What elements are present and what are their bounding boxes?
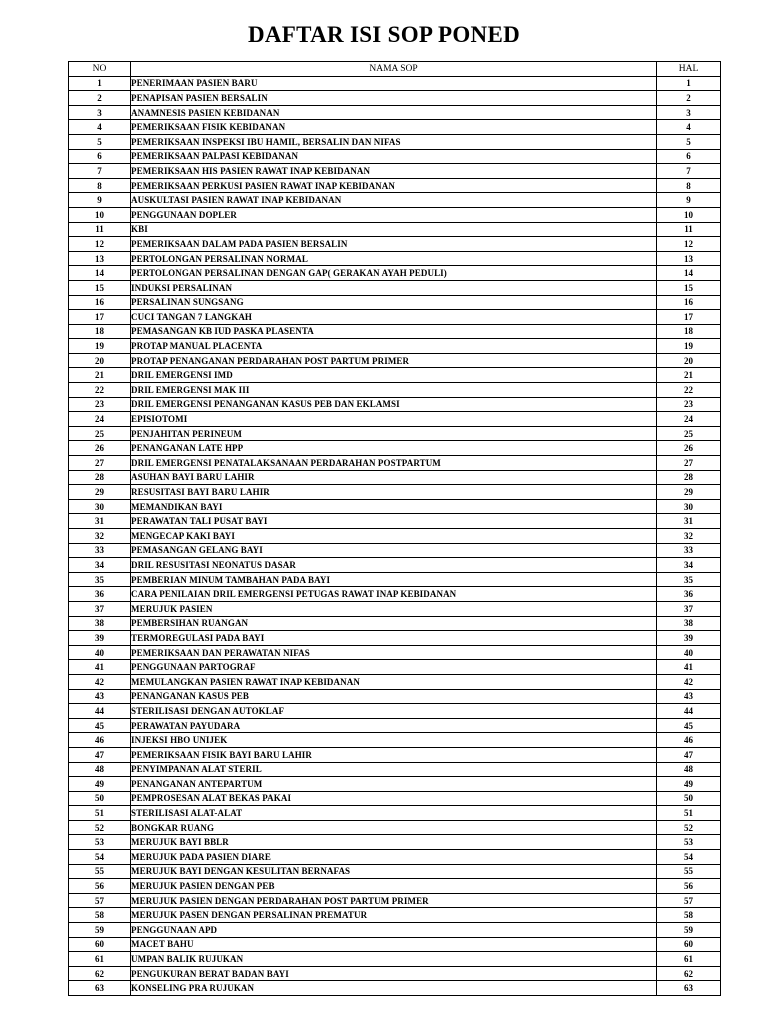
table-row [69, 91, 721, 106]
table-row [69, 237, 721, 252]
sop-name-cell: PEMERIKSAAN HIS PASIEN RAWAT INAP KEBIDANAN [131, 164, 657, 179]
page-number-cell: 46 [657, 733, 721, 748]
sop-name-cell: KONSELING PRA RUJUKAN [131, 981, 657, 996]
sop-name-cell: RESUSITASI BAYI BARU LAHIR [131, 485, 657, 500]
page-number-cell: 3 [657, 105, 721, 120]
sop-name-cell: PENANGANAN ANTEPARTUM [131, 777, 657, 792]
page-number-cell: 10 [657, 207, 721, 222]
page-number-cell: 25 [657, 426, 721, 441]
row-number-cell: 15 [69, 280, 131, 295]
row-number-cell: 43 [69, 689, 131, 704]
sop-name-cell: CARA PENILAIAN DRIL EMERGENSI PETUGAS RAWAT INAP KEBIDANAN [131, 587, 657, 602]
page-number-cell: 29 [657, 485, 721, 500]
table-row [69, 791, 721, 806]
table-row [69, 178, 721, 193]
sop-name-cell: PENANGANAN LATE HPP [131, 441, 657, 456]
sop-name-cell: MEMULANGKAN PASIEN RAWAT INAP KEBIDANAN [131, 674, 657, 689]
sop-name-cell: PEMERIKSAAN PERKUSI PASIEN RAWAT INAP KEBIDANAN [131, 178, 657, 193]
table-row [69, 952, 721, 967]
sop-name-cell: MENGECAP KAKI BAYI [131, 529, 657, 544]
page-number-cell: 7 [657, 164, 721, 179]
row-number-cell: 53 [69, 835, 131, 850]
table-body [69, 76, 721, 995]
row-number-cell: 50 [69, 791, 131, 806]
page-number-cell: 44 [657, 704, 721, 719]
sop-name-cell: PENERIMAAN PASIEN BARU [131, 76, 657, 91]
page-number-cell: 15 [657, 280, 721, 295]
page-title: DAFTAR ISI SOP PONED [247, 22, 521, 47]
table-row [69, 426, 721, 441]
page-number-cell: 58 [657, 908, 721, 923]
sop-name-cell: PEMASANGAN GELANG BAYI [131, 543, 657, 558]
sop-name-cell: PROTAP MANUAL PLACENTA [131, 339, 657, 354]
row-number-cell: 13 [69, 251, 131, 266]
sop-name-cell: ANAMNESIS PASIEN KEBIDANAN [131, 105, 657, 120]
sop-name-cell: AUSKULTASI PASIEN RAWAT INAP KEBIDANAN [131, 193, 657, 208]
page-number-cell: 19 [657, 339, 721, 354]
page-number-cell: 45 [657, 718, 721, 733]
row-number-cell: 58 [69, 908, 131, 923]
row-number-cell: 35 [69, 572, 131, 587]
row-number-cell: 63 [69, 981, 131, 996]
sop-name-cell: PERAWATAN PAYUDARA [131, 718, 657, 733]
table-row [69, 558, 721, 573]
table-row [69, 601, 721, 616]
table-header-row [69, 62, 721, 77]
row-number-cell: 45 [69, 718, 131, 733]
sop-name-cell: MERUJUK PASIEN [131, 601, 657, 616]
table-row [69, 134, 721, 149]
page-number-cell: 56 [657, 879, 721, 894]
page-number-cell: 51 [657, 806, 721, 821]
table-row [69, 149, 721, 164]
page-number-cell: 63 [657, 981, 721, 996]
page-number-cell: 57 [657, 893, 721, 908]
row-number-cell: 52 [69, 820, 131, 835]
sop-name-cell: PEMERIKSAAN DAN PERAWATAN NIFAS [131, 645, 657, 660]
page-number-cell: 11 [657, 222, 721, 237]
page-number-cell: 60 [657, 937, 721, 952]
sop-name-cell: BONGKAR RUANG [131, 820, 657, 835]
sop-name-cell: PENGGUNAAN PARTOGRAF [131, 660, 657, 675]
row-number-cell: 59 [69, 923, 131, 938]
sop-name-cell: PERAWATAN TALI PUSAT BAYI [131, 514, 657, 529]
row-number-cell: 9 [69, 193, 131, 208]
page-number-cell: 49 [657, 777, 721, 792]
table-row [69, 280, 721, 295]
page-number-cell: 31 [657, 514, 721, 529]
row-number-cell: 51 [69, 806, 131, 821]
sop-name-cell: MERUJUK PASIEN DENGAN PERDARAHAN POST PARTUM PRIMER [131, 893, 657, 908]
sop-name-cell: EPISIOTOMI [131, 412, 657, 427]
row-number-cell: 5 [69, 134, 131, 149]
sop-name-cell: DRIL EMERGENSI PENANGANAN KASUS PEB DAN EKLAMSI [131, 397, 657, 412]
sop-name-cell: DRIL EMERGENSI PENATALAKSANAAN PERDARAHAN POSTPARTUM [131, 456, 657, 471]
sop-name-cell: STERILISASI ALAT-ALAT [131, 806, 657, 821]
page-number-cell: 55 [657, 864, 721, 879]
table-row [69, 353, 721, 368]
table-row [69, 572, 721, 587]
sop-name-cell: MERUJUK PASIEN DENGAN PEB [131, 879, 657, 894]
row-number-cell: 61 [69, 952, 131, 967]
table-row [69, 324, 721, 339]
sop-name-cell: PERTOLONGAN PERSALINAN NORMAL [131, 251, 657, 266]
row-number-cell: 39 [69, 631, 131, 646]
sop-name-cell: UMPAN BALIK RUJUKAN [131, 952, 657, 967]
row-number-cell: 62 [69, 966, 131, 981]
sop-name-cell: DRIL RESUSITASI NEONATUS DASAR [131, 558, 657, 573]
sop-name-cell: PENANGANAN KASUS PEB [131, 689, 657, 704]
page-number-cell: 20 [657, 353, 721, 368]
row-number-cell: 8 [69, 178, 131, 193]
table-row [69, 310, 721, 325]
sop-name-cell: INDUKSI PERSALINAN [131, 280, 657, 295]
row-number-cell: 29 [69, 485, 131, 500]
table-row [69, 339, 721, 354]
row-number-cell: 37 [69, 601, 131, 616]
page-number-cell: 50 [657, 791, 721, 806]
table-row [69, 718, 721, 733]
table-row [69, 850, 721, 865]
page-number-cell: 6 [657, 149, 721, 164]
row-number-cell: 42 [69, 674, 131, 689]
page-number-cell: 54 [657, 850, 721, 865]
page-number-cell: 28 [657, 470, 721, 485]
table-row [69, 864, 721, 879]
page-number-cell: 4 [657, 120, 721, 135]
sop-name-cell: DRIL EMERGENSI IMD [131, 368, 657, 383]
row-number-cell: 2 [69, 91, 131, 106]
table-row [69, 937, 721, 952]
page-number-cell: 52 [657, 820, 721, 835]
table-row [69, 879, 721, 894]
row-number-cell: 49 [69, 777, 131, 792]
sop-name-cell: PEMBERIAN MINUM TAMBAHAN PADA BAYI [131, 572, 657, 587]
table-row [69, 266, 721, 281]
sop-name-cell: KBI [131, 222, 657, 237]
table-row [69, 733, 721, 748]
table-row [69, 820, 721, 835]
page-number-cell: 32 [657, 529, 721, 544]
page-number-cell: 35 [657, 572, 721, 587]
row-number-cell: 11 [69, 222, 131, 237]
table-row [69, 412, 721, 427]
sop-name-cell: PEMERIKSAAN DALAM PADA PASIEN BERSALIN [131, 237, 657, 252]
row-number-cell: 3 [69, 105, 131, 120]
row-number-cell: 44 [69, 704, 131, 719]
header-no: NO [69, 62, 131, 77]
row-number-cell: 19 [69, 339, 131, 354]
sop-name-cell: STERILISASI DENGAN AUTOKLAF [131, 704, 657, 719]
row-number-cell: 25 [69, 426, 131, 441]
row-number-cell: 47 [69, 747, 131, 762]
table-row [69, 207, 721, 222]
page-number-cell: 14 [657, 266, 721, 281]
row-number-cell: 38 [69, 616, 131, 631]
sop-name-cell: MERUJUK PADA PASIEN DIARE [131, 850, 657, 865]
sop-name-cell: PERTOLONGAN PERSALINAN DENGAN GAP( GERAKAN AYAH PEDULI) [131, 266, 657, 281]
page-number-cell: 16 [657, 295, 721, 310]
row-number-cell: 46 [69, 733, 131, 748]
sop-name-cell: MEMANDIKAN BAYI [131, 499, 657, 514]
table-row [69, 514, 721, 529]
row-number-cell: 31 [69, 514, 131, 529]
sop-name-cell: PENYIMPANAN ALAT STERIL [131, 762, 657, 777]
sop-name-cell: PENGUKURAN BERAT BADAN BAYI [131, 966, 657, 981]
page-number-cell: 12 [657, 237, 721, 252]
page-number-cell: 22 [657, 383, 721, 398]
table-row [69, 383, 721, 398]
page-number-cell: 21 [657, 368, 721, 383]
sop-name-cell: PEMASANGAN KB IUD PASKA PLASENTA [131, 324, 657, 339]
table-row [69, 485, 721, 500]
row-number-cell: 55 [69, 864, 131, 879]
sop-name-cell: PEMERIKSAAN FISIK KEBIDANAN [131, 120, 657, 135]
row-number-cell: 30 [69, 499, 131, 514]
page-number-cell: 36 [657, 587, 721, 602]
table-row [69, 674, 721, 689]
table-row [69, 456, 721, 471]
page-number-cell: 53 [657, 835, 721, 850]
page-number-cell: 34 [657, 558, 721, 573]
page-number-cell: 24 [657, 412, 721, 427]
page-number-cell: 2 [657, 91, 721, 106]
row-number-cell: 33 [69, 543, 131, 558]
row-number-cell: 17 [69, 310, 131, 325]
page-number-cell: 26 [657, 441, 721, 456]
page-number-cell: 40 [657, 645, 721, 660]
sop-name-cell: PEMPROSESAN ALAT BEKAS PAKAI [131, 791, 657, 806]
header-nama-sop: NAMA SOP [131, 62, 657, 77]
row-number-cell: 6 [69, 149, 131, 164]
table-row [69, 222, 721, 237]
sop-name-cell: PROTAP PENANGANAN PERDARAHAN POST PARTUM PRIMER [131, 353, 657, 368]
page-number-cell: 23 [657, 397, 721, 412]
page-number-cell: 59 [657, 923, 721, 938]
table-row [69, 704, 721, 719]
row-number-cell: 20 [69, 353, 131, 368]
sop-name-cell: PENAPISAN PASIEN BERSALIN [131, 91, 657, 106]
page-number-cell: 61 [657, 952, 721, 967]
table-row [69, 368, 721, 383]
table-row [69, 835, 721, 850]
page-number-cell: 38 [657, 616, 721, 631]
row-number-cell: 10 [69, 207, 131, 222]
table-row [69, 908, 721, 923]
row-number-cell: 18 [69, 324, 131, 339]
table-row [69, 893, 721, 908]
row-number-cell: 12 [69, 237, 131, 252]
row-number-cell: 23 [69, 397, 131, 412]
table-row [69, 397, 721, 412]
sop-name-cell: PEMERIKSAAN INSPEKSI IBU HAMIL, BERSALIN DAN NIFAS [131, 134, 657, 149]
page-number-cell: 39 [657, 631, 721, 646]
table-row [69, 193, 721, 208]
header-hal: HAL [657, 62, 721, 77]
row-number-cell: 57 [69, 893, 131, 908]
page-number-cell: 17 [657, 310, 721, 325]
table-row [69, 76, 721, 91]
table-row [69, 631, 721, 646]
page-number-cell: 37 [657, 601, 721, 616]
table-row [69, 660, 721, 675]
table-row [69, 543, 721, 558]
page-number-cell: 43 [657, 689, 721, 704]
table-row [69, 470, 721, 485]
row-number-cell: 41 [69, 660, 131, 675]
table-row [69, 587, 721, 602]
sop-name-cell: TERMOREGULASI PADA BAYI [131, 631, 657, 646]
table-row [69, 777, 721, 792]
row-number-cell: 24 [69, 412, 131, 427]
page-number-cell: 18 [657, 324, 721, 339]
row-number-cell: 22 [69, 383, 131, 398]
row-number-cell: 4 [69, 120, 131, 135]
table-row [69, 499, 721, 514]
page-number-cell: 62 [657, 966, 721, 981]
table-row [69, 645, 721, 660]
row-number-cell: 1 [69, 76, 131, 91]
row-number-cell: 16 [69, 295, 131, 310]
table-row [69, 120, 721, 135]
row-number-cell: 54 [69, 850, 131, 865]
sop-name-cell: CUCI TANGAN 7 LANGKAH [131, 310, 657, 325]
sop-table [68, 61, 721, 996]
sop-name-cell: ASUHAN BAYI BARU LAHIR [131, 470, 657, 485]
table-row [69, 966, 721, 981]
table-row [69, 923, 721, 938]
table-row [69, 164, 721, 179]
sop-name-cell: INJEKSI HBO UNIJEK [131, 733, 657, 748]
row-number-cell: 60 [69, 937, 131, 952]
page-number-cell: 30 [657, 499, 721, 514]
row-number-cell: 56 [69, 879, 131, 894]
row-number-cell: 36 [69, 587, 131, 602]
table-row [69, 806, 721, 821]
sop-name-cell: PENGGUNAAN APD [131, 923, 657, 938]
page-number-cell: 13 [657, 251, 721, 266]
row-number-cell: 14 [69, 266, 131, 281]
sop-name-cell: PEMERIKSAAN FISIK BAYI BARU LAHIR [131, 747, 657, 762]
table-row [69, 105, 721, 120]
page-number-cell: 41 [657, 660, 721, 675]
table-row [69, 295, 721, 310]
sop-name-cell: MACET BAHU [131, 937, 657, 952]
sop-name-cell: MERUJUK PASEN DENGAN PERSALINAN PREMATUR [131, 908, 657, 923]
row-number-cell: 34 [69, 558, 131, 573]
row-number-cell: 21 [69, 368, 131, 383]
table-row [69, 441, 721, 456]
sop-name-cell: PENGGUNAAN DOPLER [131, 207, 657, 222]
page-number-cell: 47 [657, 747, 721, 762]
page-number-cell: 48 [657, 762, 721, 777]
row-number-cell: 32 [69, 529, 131, 544]
sop-name-cell: DRIL EMERGENSI MAK III [131, 383, 657, 398]
sop-name-cell: PEMERIKSAAN PALPASI KEBIDANAN [131, 149, 657, 164]
row-number-cell: 7 [69, 164, 131, 179]
table-row [69, 251, 721, 266]
page-number-cell: 27 [657, 456, 721, 471]
table-row [69, 981, 721, 996]
sop-name-cell: PERSALINAN SUNGSANG [131, 295, 657, 310]
table-row [69, 529, 721, 544]
row-number-cell: 48 [69, 762, 131, 777]
page-number-cell: 9 [657, 193, 721, 208]
page-number-cell: 8 [657, 178, 721, 193]
table-row [69, 689, 721, 704]
table-row [69, 747, 721, 762]
sop-name-cell: PEMBERSIHAN RUANGAN [131, 616, 657, 631]
row-number-cell: 40 [69, 645, 131, 660]
page-number-cell: 33 [657, 543, 721, 558]
sop-name-cell: MERUJUK BAYI DENGAN KESULITAN BERNAFAS [131, 864, 657, 879]
page-number-cell: 5 [657, 134, 721, 149]
sop-name-cell: MERUJUK BAYI BBLR [131, 835, 657, 850]
table-row [69, 616, 721, 631]
page-number-cell: 42 [657, 674, 721, 689]
row-number-cell: 28 [69, 470, 131, 485]
table-row [69, 762, 721, 777]
row-number-cell: 27 [69, 456, 131, 471]
sop-name-cell: PENJAHITAN PERINEUM [131, 426, 657, 441]
row-number-cell: 26 [69, 441, 131, 456]
page-number-cell: 1 [657, 76, 721, 91]
